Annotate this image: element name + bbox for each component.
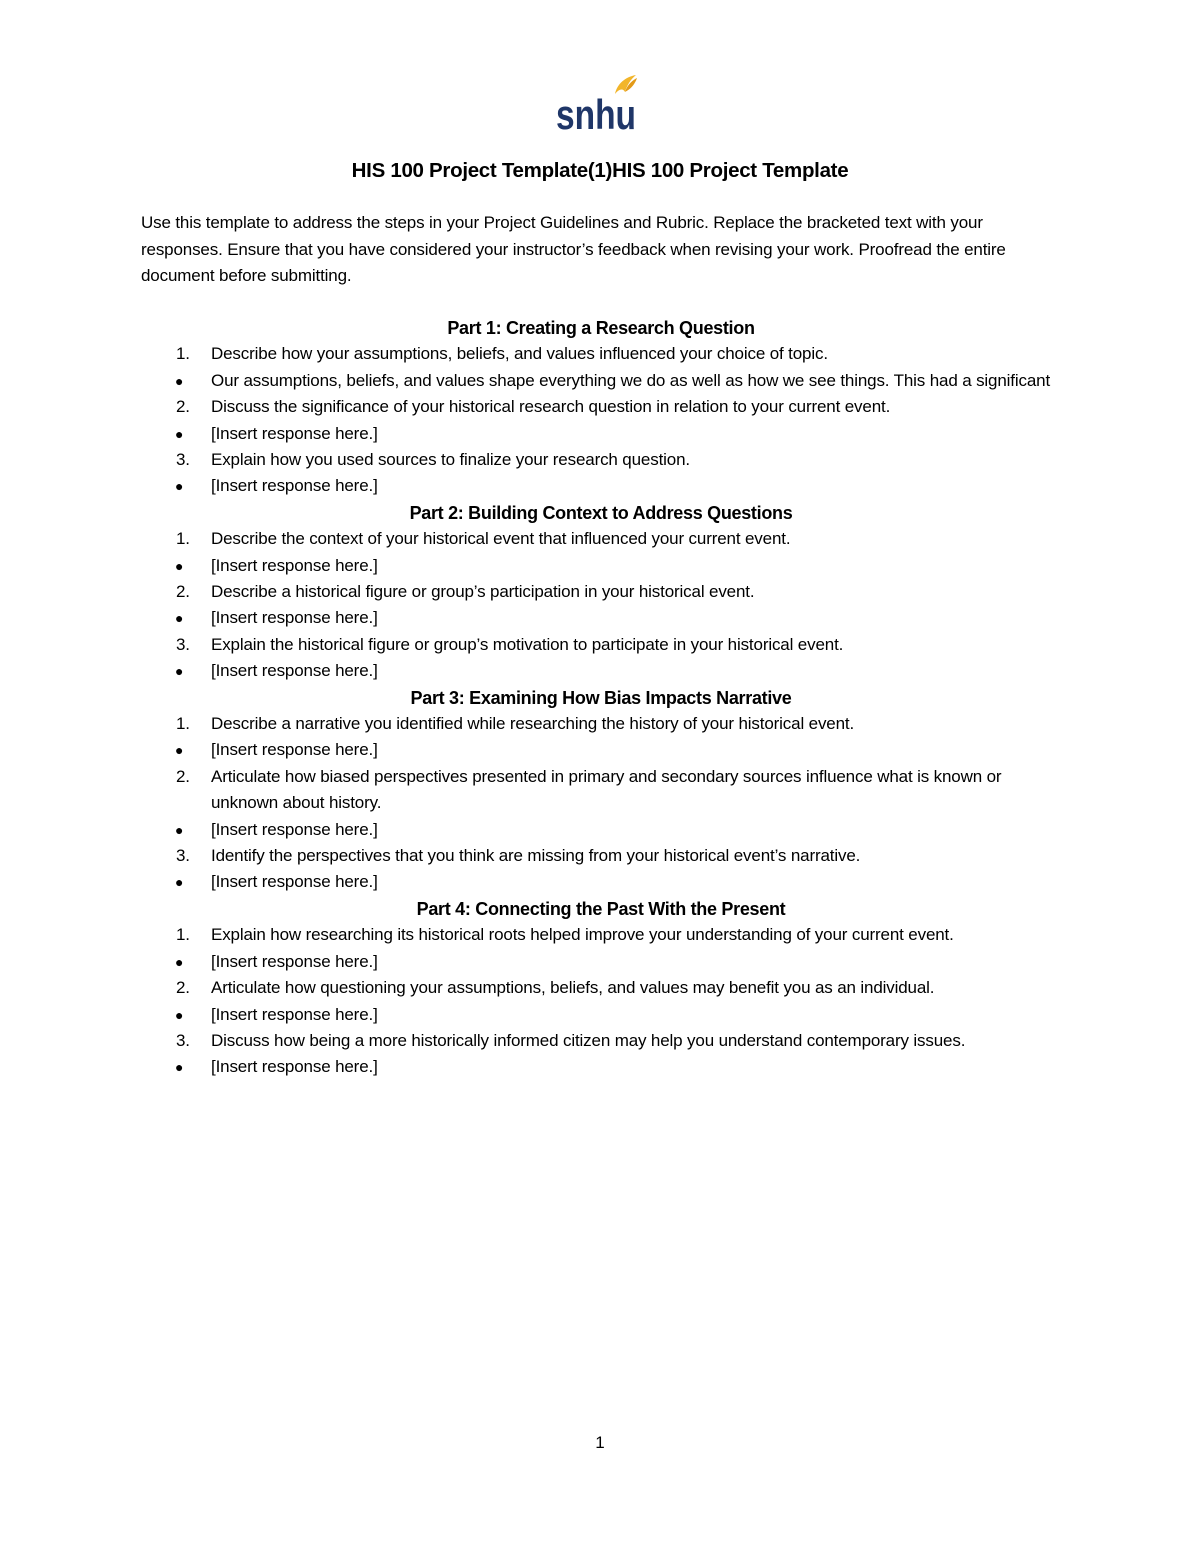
list-item-text: [Insert response here.] — [211, 476, 378, 496]
list-number: 1. — [176, 925, 190, 945]
list-item — [141, 473, 1061, 499]
part-list — [141, 922, 1061, 1080]
document-body — [141, 315, 1061, 1081]
list-item-text: [Insert response here.] — [211, 872, 378, 892]
list-number: 1. — [176, 714, 190, 734]
list-number: 3. — [176, 1030, 190, 1050]
list-item — [141, 447, 1061, 473]
bullet-icon: ● — [175, 557, 184, 574]
list-item — [141, 632, 1061, 658]
logo-wordmark: snhu — [556, 91, 636, 138]
part-heading: Part 2: Building Context to Address Questions — [409, 502, 793, 523]
list-item-text: Articulate how biased perspectives presented in primary and secondary sources influence what is known or unknown about history. — [211, 766, 1002, 813]
list-item-text: [Insert response here.] — [211, 608, 378, 628]
list-item — [141, 605, 1061, 631]
list-item — [141, 843, 1061, 869]
part-list — [141, 526, 1061, 684]
list-item — [141, 922, 1061, 948]
list-number: 3. — [176, 846, 190, 866]
bullet-icon: ● — [175, 874, 184, 891]
list-number: 3. — [176, 634, 190, 654]
list-item — [141, 579, 1061, 605]
part-heading: Part 1: Creating a Research Question — [447, 318, 755, 338]
list-item-text: Explain how you used sources to finalize your research question. — [211, 450, 690, 470]
part-section — [141, 315, 1061, 500]
list-item — [141, 817, 1061, 843]
list-number: 2. — [176, 978, 190, 998]
list-item-text: [Insert response here.] — [211, 819, 378, 839]
bullet-icon: ● — [175, 821, 184, 838]
list-item — [141, 711, 1061, 737]
list-item-text: [Insert response here.] — [211, 1004, 378, 1024]
part-heading: Part 4: Connecting the Past With the Present — [416, 898, 786, 919]
list-item-text: Describe how your assumptions, beliefs, and values influenced your choice of topic. — [211, 344, 828, 364]
bullet-icon: ● — [175, 742, 184, 759]
bullet-icon: ● — [175, 1059, 184, 1076]
part-heading: Part 3: Examining How Bias Impacts Narrative — [410, 687, 792, 708]
page-number: 1 — [595, 1433, 605, 1452]
bullet-icon: ● — [175, 610, 184, 627]
part-section — [141, 896, 1061, 1081]
intro-paragraph: Use this template to address the steps in your Project Guidelines and Rubric. Replace the bracketed text with your responses. Ensure that you have considered your instructor’s feedback when revising your work. Proofread the entire document before submitting. — [141, 213, 1006, 285]
list-item — [141, 764, 1061, 817]
list-item-text: [Insert response here.] — [211, 740, 378, 760]
list-item — [141, 421, 1061, 447]
list-item-text: [Insert response here.] — [211, 423, 378, 443]
list-item-text: Describe a narrative you identified while researching the history of your historical event. — [211, 714, 855, 734]
list-number: 3. — [176, 450, 190, 470]
snhu-logo-graphic — [555, 74, 639, 138]
list-item — [141, 526, 1061, 552]
list-item-text: Explain the historical figure or group’s motivation to participate in your historical event. — [211, 634, 844, 654]
list-item-text: Explain how researching its historical roots helped improve your understanding of your current event. — [211, 925, 954, 945]
bullet-icon: ● — [175, 663, 184, 680]
list-item-text: Discuss how being a more historically informed citizen may help you understand contemporary issues. — [211, 1030, 966, 1050]
list-item — [141, 553, 1061, 579]
bullet-icon: ● — [175, 478, 184, 495]
part-section — [141, 500, 1061, 685]
list-item-text: Discuss the significance of your historical research question in relation to your current event. — [211, 397, 891, 417]
list-item-text: [Insert response here.] — [211, 661, 378, 681]
list-item-text: [Insert response here.] — [211, 1057, 378, 1077]
list-item — [141, 1054, 1061, 1080]
list-item-text: [Insert response here.] — [211, 555, 378, 575]
list-item — [141, 658, 1061, 684]
list-item — [141, 394, 1061, 420]
list-number: 1. — [176, 529, 190, 549]
list-item-text: Describe the context of your historical event that influenced your current event. — [211, 529, 791, 549]
list-item-text: [Insert response here.] — [211, 951, 378, 971]
list-number: 1. — [176, 344, 190, 364]
list-item — [141, 1002, 1061, 1028]
bullet-icon: ● — [175, 1006, 184, 1023]
part-list — [141, 711, 1061, 896]
list-item — [141, 949, 1061, 975]
list-number: 2. — [176, 582, 190, 602]
list-item — [141, 737, 1061, 763]
bullet-icon: ● — [175, 372, 184, 389]
list-item-text: Identify the perspectives that you think are missing from your historical event’s narrative. — [211, 846, 861, 866]
list-item-text: Our assumptions, beliefs, and values shape everything we do as well as how we see things. This had a significant — [211, 370, 1051, 390]
list-item — [141, 869, 1061, 895]
list-item — [141, 975, 1061, 1001]
bullet-icon: ● — [175, 425, 184, 442]
snhu-logo — [555, 74, 639, 138]
list-item — [141, 368, 1061, 394]
bullet-icon: ● — [175, 953, 184, 970]
list-item — [141, 1028, 1061, 1054]
list-number: 2. — [176, 766, 190, 786]
list-item-text: Describe a historical figure or group’s participation in your historical event. — [211, 582, 755, 602]
part-section — [141, 685, 1061, 896]
document-title: HIS 100 Project Template(1)HIS 100 Project Template — [351, 159, 849, 182]
list-number: 2. — [176, 397, 190, 417]
part-list — [141, 341, 1061, 499]
list-item-text: Articulate how questioning your assumptions, beliefs, and values may benefit you as an individual. — [211, 978, 935, 998]
list-item — [141, 341, 1061, 367]
